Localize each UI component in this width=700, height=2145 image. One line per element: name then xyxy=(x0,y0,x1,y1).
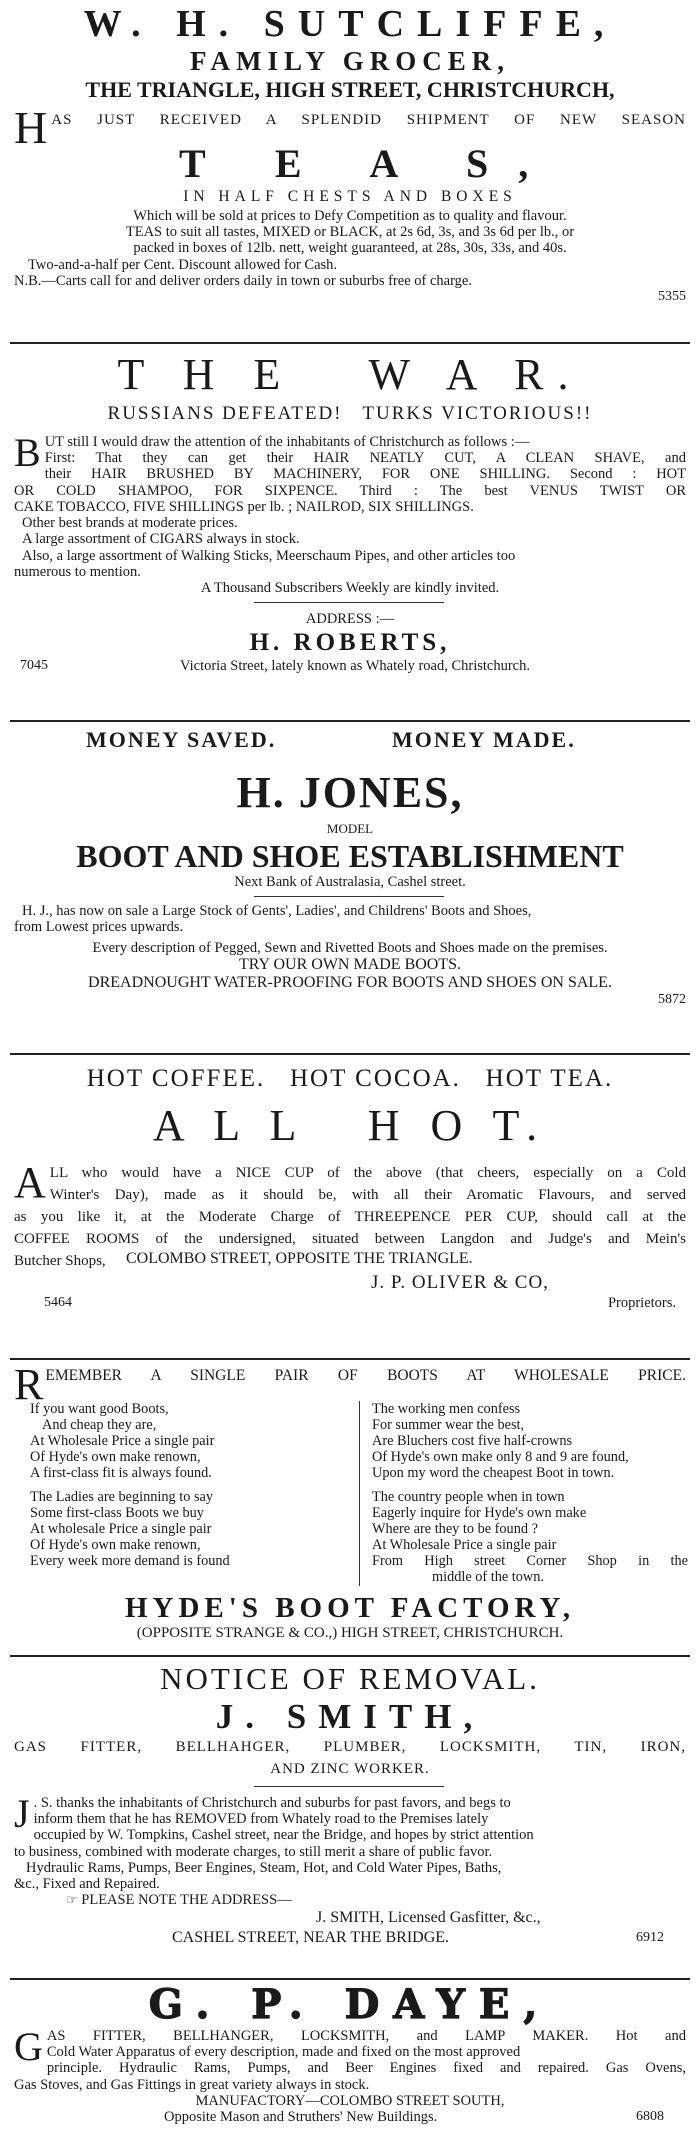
poem-line: A first-class fit is always found. xyxy=(30,1465,212,1481)
column-divider xyxy=(359,1401,360,1586)
sutcliffe-line4: Two-and-a-half per Cent. Discount allowed for Cash. xyxy=(28,256,338,273)
poem-line: Every week more demand is found xyxy=(30,1553,230,1569)
sutcliffe-line3: packed in boxes of 12lb. nett, weight guaranteed, at 28s, 30s, 33s, and 40s. xyxy=(133,240,567,257)
jones-model: MODEL xyxy=(326,821,374,836)
daye-name: G. P. DAYE, xyxy=(148,1981,552,2028)
poem-line: For summer wear the best, xyxy=(372,1417,525,1433)
oliver-ad xyxy=(14,1060,686,1331)
smith-line3: occupied by W. Tompkins, Cashel street, near the Bridge, and hopes by strict attention xyxy=(33,1827,534,1844)
smith-trade2: AND ZINC WORKER. xyxy=(270,1761,430,1777)
jones-line1: H. J., has now on sale a Large Stock of Gents', Ladies', and Childrens' Boots and Shoes, xyxy=(22,903,532,920)
divider xyxy=(254,1786,444,1787)
oliver-top: HOT COFFEE. HOT COCOA. HOT TEA. xyxy=(86,1065,614,1092)
poem-line: Of Hyde's own make renown, xyxy=(30,1537,201,1553)
war-dropcap: B xyxy=(14,430,41,475)
jones-name: H. JONES, xyxy=(236,768,464,817)
war-subtitle: RUSSIANS DEFEATED! TURKS VICTORIOUS!! xyxy=(107,403,593,424)
daye-line4: Gas Stoves, and Gas Fittings in great variety always in stock. xyxy=(14,2076,370,2093)
war-line7: A large assortment of CIGARS always in stock. xyxy=(22,531,300,548)
poem-line: From High street Corner Shop in the xyxy=(372,1553,688,1569)
jones-line3: Every description of Pegged, Sewn and Rivetted Boots and Shoes made on the premises. xyxy=(92,939,608,956)
oliver-line2: Winter's Day), made as it should be, with all their Aromatic Flavours, and served xyxy=(49,1187,686,1203)
hyde-poem-right xyxy=(372,1401,688,1585)
divider xyxy=(10,1978,690,1980)
daye-line1: AS FITTER, BELLHANGER, LOCKSMITH, and LAMP MAKER. Hot and xyxy=(46,2028,686,2044)
divider xyxy=(254,896,444,897)
hyde-title: HYDE'S BOOT FACTORY, xyxy=(124,1592,576,1624)
war-line5: CAKE TOBACCO, FIVE SHILLINGS per lb. ; NAILROD, SIX SHILLINGS. xyxy=(14,498,474,515)
oliver-proprietors: Proprietors. xyxy=(607,1295,676,1312)
roberts-ad xyxy=(14,350,686,678)
jones-line5: DREADNOUGHT WATER-PROOFING FOR BOOTS AND SHOES ON SALE. xyxy=(88,973,612,991)
war-line3: their HAIR BRUSHED BY MACHINERY, FOR ONE SHILLING. Second : HOT xyxy=(44,466,686,483)
daye-number: 6808 xyxy=(636,2109,664,2125)
daye-line3: principle. Hydraulic Rams, Pumps, and Beer Engines fixed and repaired. Gas Ovens, xyxy=(46,2060,686,2077)
jones-money-made: MONEY MADE. xyxy=(392,727,576,752)
sutcliffe-ad xyxy=(14,2,686,305)
sutcliffe-sub: IN HALF CHESTS AND BOXES xyxy=(183,188,517,205)
jones-line2: from Lowest prices upwards. xyxy=(14,919,184,936)
oliver-name: J. P. OLIVER & CO, xyxy=(371,1271,549,1293)
poem-line: If you want good Boots, xyxy=(30,1401,169,1417)
oliver-line1: LL who would have a NICE CUP of the above (that cheers, especially on a Cold xyxy=(49,1165,686,1181)
oliver-dropcap: A xyxy=(14,1158,46,1207)
poem-line: The country people when in town xyxy=(372,1489,565,1505)
divider xyxy=(254,602,444,603)
smith-line1: . S. thanks the inhabitants of Christchurch and suburbs for past favors, and begs to xyxy=(33,1795,511,1811)
hyde-lead: EMEMBER A SINGLE PAIR OF BOOTS AT WHOLESALE PRICE. xyxy=(45,1367,686,1384)
poem-line: The Ladies are beginning to say xyxy=(30,1489,214,1505)
oliver-title: A L L H O T. xyxy=(152,1101,548,1150)
smith-line9: CASHEL STREET, NEAR THE BRIDGE. xyxy=(172,1928,450,1946)
pointing-hand-icon: ☞ xyxy=(66,1893,78,1909)
divider xyxy=(10,720,690,722)
oliver-number: 5464 xyxy=(44,1295,72,1311)
smith-line6: &c., Fixed and Repaired. xyxy=(14,1876,160,1893)
sutcliffe-line2: TEAS to suit all tastes, MIXED or BLACK, at 2s 6d, 3s, and 3s 6d per lb., or xyxy=(125,224,575,241)
poem-line: middle of the town. xyxy=(432,1569,544,1585)
jones-title: BOOT AND SHOE ESTABLISHMENT xyxy=(76,838,624,874)
smith-line5: Hydraulic Rams, Pumps, Beer Engines, Steam, Hot, and Cold Water Pipes, Baths, xyxy=(26,1859,502,1876)
sutcliffe-teas: T E A S, xyxy=(178,141,559,186)
poem-line: Eagerly inquire for Hyde's own make xyxy=(372,1505,587,1521)
sutcliffe-address: THE TRIANGLE, HIGH STREET, CHRISTCHURCH, xyxy=(85,77,615,102)
poem-line: Where are they to be found ? xyxy=(372,1521,538,1537)
sutcliffe-lead: AS JUST RECEIVED A SPLENDID SHIPMENT OF NEW SEASON xyxy=(51,112,686,128)
sutcliffe-line5: N.B.—Carts call for and deliver orders daily in town or suburbs free of charge. xyxy=(14,272,472,289)
war-line8: Also, a large assortment of Walking Sticks, Meerschaum Pipes, and other articles too xyxy=(22,547,516,564)
jones-ad xyxy=(14,728,686,1007)
poem-line: And cheap they are, xyxy=(42,1417,157,1433)
daye-dropcap: G xyxy=(14,2024,43,2069)
hyde-address: (OPPOSITE STRANGE & CO.,) HIGH STREET, CHRISTCHURCH. xyxy=(136,1625,564,1641)
jones-location: Next Bank of Australasia, Cashel street. xyxy=(234,874,466,890)
oliver-line5: Butcher Shops, xyxy=(14,1253,106,1269)
war-title: T H E W A R. xyxy=(117,350,583,399)
divider xyxy=(10,1358,690,1360)
poem-line: Upon my word the cheapest Boot in town. xyxy=(372,1465,615,1481)
war-line10: A Thousand Subscribers Weekly are kindly invited. xyxy=(200,580,500,597)
war-line2: First: That they can get their HAIR NEATLY CUT, A CLEAN SHAVE, and xyxy=(44,450,686,467)
smith-line7: PLEASE NOTE THE ADDRESS— xyxy=(81,1892,292,1909)
sutcliffe-trade: FAMILY GROCER, xyxy=(189,46,510,76)
poem-line: Of Hyde's own make only 8 and 9 are found, xyxy=(372,1449,629,1465)
daye-line5: MANUFACTORY—COLOMBO STREET SOUTH, xyxy=(195,2092,505,2109)
poem-line: At Wholesale Price a single pair xyxy=(372,1537,557,1553)
poem-line: At Wholesale Price a single pair xyxy=(30,1433,215,1449)
war-number: 7045 xyxy=(20,657,48,673)
oliver-line4: COFFEE ROOMS of the undersigned, situated between Langdon and Judge's and Mein's xyxy=(14,1231,686,1247)
smith-ad xyxy=(14,1660,686,1949)
war-address-label: ADDRESS :— xyxy=(305,611,395,628)
hyde-poem-left xyxy=(30,1401,230,1569)
sutcliffe-dropcap: H xyxy=(14,102,48,153)
oliver-line3: as you like it, at the Moderate Charge of THREEPENCE PER CUP, should call at the xyxy=(14,1209,686,1225)
divider xyxy=(10,1655,690,1657)
sutcliffe-number: 5355 xyxy=(658,289,686,305)
daye-line2: Cold Water Apparatus of every description, made and fixed on the most approved xyxy=(46,2044,521,2061)
daye-ad xyxy=(14,1982,686,2127)
smith-line8: J. SMITH, Licensed Gasfitter, &c., xyxy=(316,1908,541,1926)
smith-dropcap: J xyxy=(14,1791,30,1836)
war-line1: UT still I would draw the attention of the inhabitants of Christchurch as follows :— xyxy=(44,434,530,450)
poem-line: Are Bluchers cost five half-crowns xyxy=(372,1433,573,1449)
sutcliffe-line1: Which will be sold at prices to Defy Competition as to quality and flavour. xyxy=(133,208,567,224)
divider xyxy=(10,342,690,344)
poem-line: At wholesale Price a single pair xyxy=(30,1521,212,1537)
poem-line: Some first-class Boots we buy xyxy=(30,1505,204,1521)
war-line6: Other best brands at moderate prices. xyxy=(22,515,238,532)
poem-line: The working men confess xyxy=(372,1401,521,1417)
daye-line6: Opposite Mason and Struthers' New Buildings. xyxy=(164,2109,438,2126)
jones-number: 5872 xyxy=(658,991,686,1007)
smith-line4: to business, combined with moderate charges, to still merit a share of public favor. xyxy=(14,1843,493,1860)
war-location: Victoria Street, lately known as Whately road, Christchurch. xyxy=(180,657,530,674)
jones-money-saved: MONEY SAVED. xyxy=(86,727,277,752)
smith-line2: inform them that he has REMOVED from Whately road to the Premises lately xyxy=(33,1811,489,1828)
divider xyxy=(10,1053,690,1055)
smith-number: 6912 xyxy=(636,1929,664,1945)
oliver-address: COLOMBO STREET, OPPOSITE THE TRIANGLE. xyxy=(126,1250,473,1267)
jones-line4: TRY OUR OWN MADE BOOTS. xyxy=(238,955,462,973)
war-line4: OR COLD SHAMPOO, FOR SIXPENCE. Third : The best VENUS TWIST OR xyxy=(14,482,686,499)
poem-line: Of Hyde's own make renown, xyxy=(30,1449,201,1465)
war-name: H. ROBERTS, xyxy=(249,628,451,656)
smith-name: J. SMITH, xyxy=(215,1697,485,1736)
war-line9: numerous to mention. xyxy=(14,563,141,580)
smith-notice: NOTICE OF REMOVAL. xyxy=(160,1661,540,1696)
smith-trade1: GAS FITTER, BELLHAHGER, PLUMBER, LOCKSMITH, TIN, IRON, xyxy=(14,1739,686,1755)
sutcliffe-name: W. H. SUTCLIFFE, xyxy=(83,3,617,45)
hyde-dropcap: R xyxy=(14,1360,44,1409)
